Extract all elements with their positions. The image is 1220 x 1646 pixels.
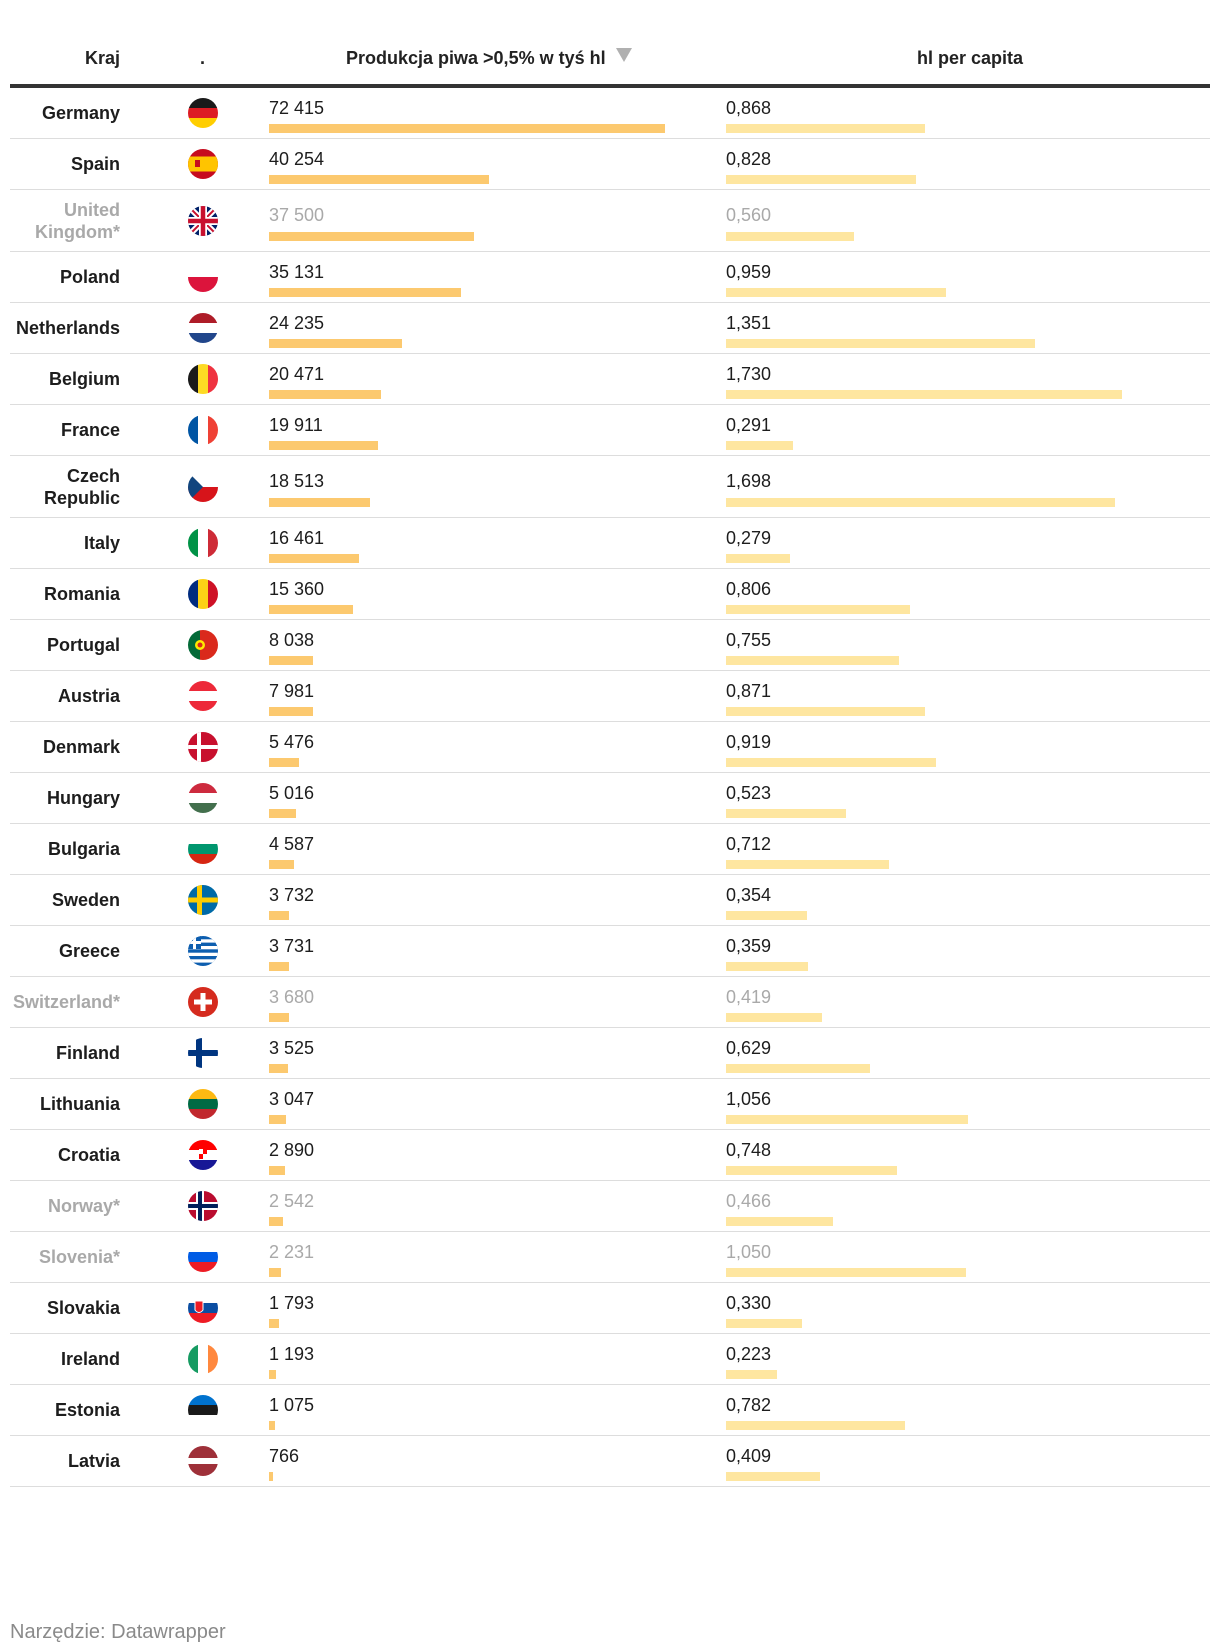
croatia-flag-icon: [188, 1140, 218, 1170]
italy-flag-icon: [188, 528, 218, 558]
sort-descending-icon[interactable]: [616, 48, 632, 62]
per-capita-bar: [726, 288, 946, 297]
per-capita-value: 0,409: [726, 1446, 772, 1466]
production-bar: [269, 656, 313, 665]
country-name: Finland: [56, 1043, 120, 1063]
header-country[interactable]: Kraj: [84, 48, 120, 68]
table-row: [10, 671, 1210, 722]
country-name: Belgium: [48, 369, 120, 389]
table-row: [10, 518, 1210, 569]
per-capita-bar: [726, 1319, 802, 1328]
czech-flag-icon: [188, 472, 218, 502]
table-row: [10, 1181, 1210, 1232]
header-flag[interactable]: .: [200, 48, 206, 68]
production-value: 8 038: [269, 630, 315, 650]
france-flag-icon: [188, 415, 218, 445]
per-capita-bar: [726, 962, 808, 971]
country-name: Lithuania: [40, 1094, 120, 1114]
production-value: 16 461: [269, 528, 325, 548]
per-capita-bar: [726, 441, 793, 450]
denmark-flag-icon: [188, 732, 218, 762]
country-name: Romania: [43, 584, 120, 604]
production-bar: [269, 339, 402, 348]
table-body: [10, 88, 1210, 1487]
table-row: [10, 303, 1210, 354]
per-capita-value: 0,279: [726, 528, 772, 548]
ireland-flag-icon: [188, 1344, 218, 1374]
production-value: 37 500: [269, 205, 325, 225]
table-row: [10, 875, 1210, 926]
per-capita-value: 0,755: [726, 630, 772, 650]
production-bar: [269, 1370, 276, 1379]
per-capita-bar: [726, 554, 790, 563]
country-name: Spain: [70, 154, 120, 174]
per-capita-bar: [726, 1421, 905, 1430]
country-name: Switzerland*: [12, 992, 120, 1012]
production-value: 1 075: [269, 1395, 315, 1415]
production-bar: [269, 758, 299, 767]
table-row: [10, 1130, 1210, 1181]
belgium-flag-icon: [188, 364, 218, 394]
production-value: 24 235: [269, 313, 325, 333]
table-row: [10, 1334, 1210, 1385]
header-production-label: Produkcja piwa >0,5% w tyś hl: [346, 48, 606, 68]
per-capita-value: 0,806: [726, 579, 772, 599]
per-capita-bar: [726, 1370, 777, 1379]
per-capita-value: 0,560: [726, 205, 772, 225]
header-production[interactable]: [346, 48, 632, 69]
per-capita-bar: [726, 911, 807, 920]
per-capita-bar: [726, 758, 936, 767]
per-capita-bar: [726, 232, 854, 241]
per-capita-bar: [726, 605, 910, 614]
production-value: 2 542: [269, 1191, 315, 1211]
per-capita-bar: [726, 339, 1035, 348]
production-bar: [269, 860, 294, 869]
country-name: Croatia: [57, 1145, 120, 1165]
production-bar: [269, 911, 289, 920]
per-capita-value: 1,050: [726, 1242, 772, 1262]
per-capita-bar: [726, 1064, 870, 1073]
production-value: 3 525: [269, 1038, 315, 1058]
per-capita-value: 0,712: [726, 834, 772, 854]
production-bar: [269, 232, 474, 241]
table-row: [10, 456, 1210, 518]
per-capita-value: 0,959: [726, 262, 772, 282]
country-name: Latvia: [67, 1451, 120, 1471]
production-bar: [269, 1115, 286, 1124]
per-capita-value: 0,330: [726, 1293, 772, 1313]
country-name: Ireland: [60, 1349, 120, 1369]
production-value: 3 731: [269, 936, 315, 956]
per-capita-bar: [726, 860, 889, 869]
finland-flag-icon: [188, 1038, 218, 1068]
table-row: [10, 926, 1210, 977]
hungary-flag-icon: [188, 783, 218, 813]
netherlands-flag-icon: [188, 313, 218, 343]
country-name: Bulgaria: [47, 839, 120, 859]
production-bar: [269, 1421, 275, 1430]
country-name: Norway*: [47, 1196, 120, 1216]
latvia-flag-icon: [188, 1446, 218, 1476]
austria-flag-icon: [188, 681, 218, 711]
per-capita-value: 1,698: [726, 471, 772, 491]
table-row: [10, 977, 1210, 1028]
per-capita-bar: [726, 498, 1115, 507]
country-name: Germany: [41, 103, 120, 123]
country-name: France: [60, 420, 120, 440]
slovenia-flag-icon: [188, 1242, 218, 1272]
table-header: [10, 0, 1210, 88]
production-value: 72 415: [269, 98, 325, 118]
per-capita-bar: [726, 175, 916, 184]
table-row: [10, 354, 1210, 405]
country-name: Italy: [83, 533, 120, 553]
production-value: 3 680: [269, 987, 315, 1007]
per-capita-bar: [726, 707, 925, 716]
production-value: 15 360: [269, 579, 325, 599]
table-row: [10, 1385, 1210, 1436]
sweden-flag-icon: [188, 885, 218, 915]
table-row: [10, 405, 1210, 456]
per-capita-bar: [726, 1472, 820, 1481]
per-capita-value: 0,223: [726, 1344, 772, 1364]
production-bar: [269, 1013, 289, 1022]
per-capita-value: 0,354: [726, 885, 772, 905]
country-name: Netherlands: [15, 318, 120, 338]
country-name: Portugal: [46, 635, 120, 655]
beer-table: [10, 0, 1210, 1487]
per-capita-value: 0,291: [726, 415, 772, 435]
production-value: 766: [269, 1446, 300, 1466]
production-bar: [269, 554, 359, 563]
poland-flag-icon: [188, 262, 218, 292]
production-value: 5 476: [269, 732, 315, 752]
slovakia-flag-icon: [188, 1293, 218, 1323]
production-bar: [269, 962, 289, 971]
norway-flag-icon: [188, 1191, 218, 1221]
per-capita-value: 0,419: [726, 987, 772, 1007]
per-capita-bar: [726, 390, 1122, 399]
table-row: [10, 569, 1210, 620]
table-row: [10, 190, 1210, 252]
production-bar: [269, 498, 370, 507]
production-bar: [269, 1166, 285, 1175]
per-capita-value: 0,359: [726, 936, 772, 956]
production-value: 19 911: [269, 415, 323, 435]
per-capita-bar: [726, 1166, 897, 1175]
per-capita-value: 0,523: [726, 783, 772, 803]
per-capita-value: 0,466: [726, 1191, 772, 1211]
per-capita-bar: [726, 656, 899, 665]
germany-flag-icon: [188, 98, 218, 128]
switzerland-flag-icon: [188, 987, 218, 1017]
source-credit: Narzędzie: Datawrapper: [10, 1621, 226, 1643]
production-value: 4 587: [269, 834, 315, 854]
production-value: 2 890: [269, 1140, 315, 1160]
table-row: [10, 88, 1210, 139]
production-bar: [269, 809, 296, 818]
table-row: [10, 620, 1210, 671]
production-value: 1 793: [269, 1293, 315, 1313]
production-bar: [269, 1472, 273, 1481]
per-capita-value: 1,056: [726, 1089, 772, 1109]
production-bar: [269, 707, 313, 716]
production-bar: [269, 1319, 279, 1328]
per-capita-bar: [726, 1268, 966, 1277]
per-capita-value: 0,871: [726, 681, 772, 701]
per-capita-bar: [726, 1013, 822, 1022]
country-name: Slovenia*: [38, 1247, 120, 1267]
per-capita-value: 0,748: [726, 1140, 772, 1160]
table-row: [10, 722, 1210, 773]
table-row: [10, 1283, 1210, 1334]
per-capita-value: 0,868: [726, 98, 772, 118]
country-name: Hungary: [46, 788, 120, 808]
production-bar: [269, 175, 489, 184]
production-value: 18 513: [269, 471, 325, 491]
portugal-flag-icon: [188, 630, 218, 660]
table-row: [10, 252, 1210, 303]
per-capita-bar: [726, 124, 925, 133]
table-row: [10, 1079, 1210, 1130]
estonia-flag-icon: [188, 1395, 218, 1425]
greece-flag-icon: [188, 936, 218, 966]
per-capita-bar: [726, 809, 846, 818]
per-capita-bar: [726, 1217, 833, 1226]
spain-flag-icon: [188, 149, 218, 179]
production-value: 3 732: [269, 885, 315, 905]
production-bar: [269, 124, 665, 133]
romania-flag-icon: [188, 579, 218, 609]
production-bar: [269, 605, 353, 614]
production-value: 1 193: [269, 1344, 315, 1364]
table-row: [10, 139, 1210, 190]
per-capita-value: 1,351: [726, 313, 772, 333]
per-capita-value: 1,730: [726, 364, 772, 384]
production-bar: [269, 390, 381, 399]
production-value: 35 131: [269, 262, 325, 282]
lithuania-flag-icon: [188, 1089, 218, 1119]
country-name: Slovakia: [46, 1298, 120, 1318]
table-row: [10, 1232, 1210, 1283]
production-value: 40 254: [269, 149, 325, 169]
country-name: United Kingdom*: [35, 199, 120, 242]
table-row: [10, 824, 1210, 875]
country-name: Poland: [59, 267, 120, 287]
per-capita-value: 0,919: [726, 732, 772, 752]
production-bar: [269, 441, 378, 450]
production-bar: [269, 1064, 288, 1073]
production-value: 3 047: [269, 1089, 315, 1109]
header-per-capita[interactable]: hl per capita: [917, 48, 1024, 68]
production-value: 5 016: [269, 783, 315, 803]
country-name: Czech Republic: [43, 465, 120, 508]
country-name: Austria: [57, 686, 120, 706]
table-row: [10, 1436, 1210, 1487]
production-value: 20 471: [269, 364, 325, 384]
per-capita-value: 0,629: [726, 1038, 772, 1058]
production-value: 7 981: [269, 681, 315, 701]
country-name: Denmark: [42, 737, 120, 757]
country-name: Greece: [58, 941, 120, 961]
country-name: Sweden: [51, 890, 120, 910]
bulgaria-flag-icon: [188, 834, 218, 864]
production-value: 2 231: [269, 1242, 315, 1262]
uk-flag-icon: [188, 206, 218, 236]
per-capita-value: 0,828: [726, 149, 772, 169]
table-row: [10, 773, 1210, 824]
table-row: [10, 1028, 1210, 1079]
per-capita-value: 0,782: [726, 1395, 772, 1415]
production-bar: [269, 1268, 281, 1277]
production-bar: [269, 288, 461, 297]
per-capita-bar: [726, 1115, 968, 1124]
production-bar: [269, 1217, 283, 1226]
country-name: Estonia: [54, 1400, 120, 1420]
